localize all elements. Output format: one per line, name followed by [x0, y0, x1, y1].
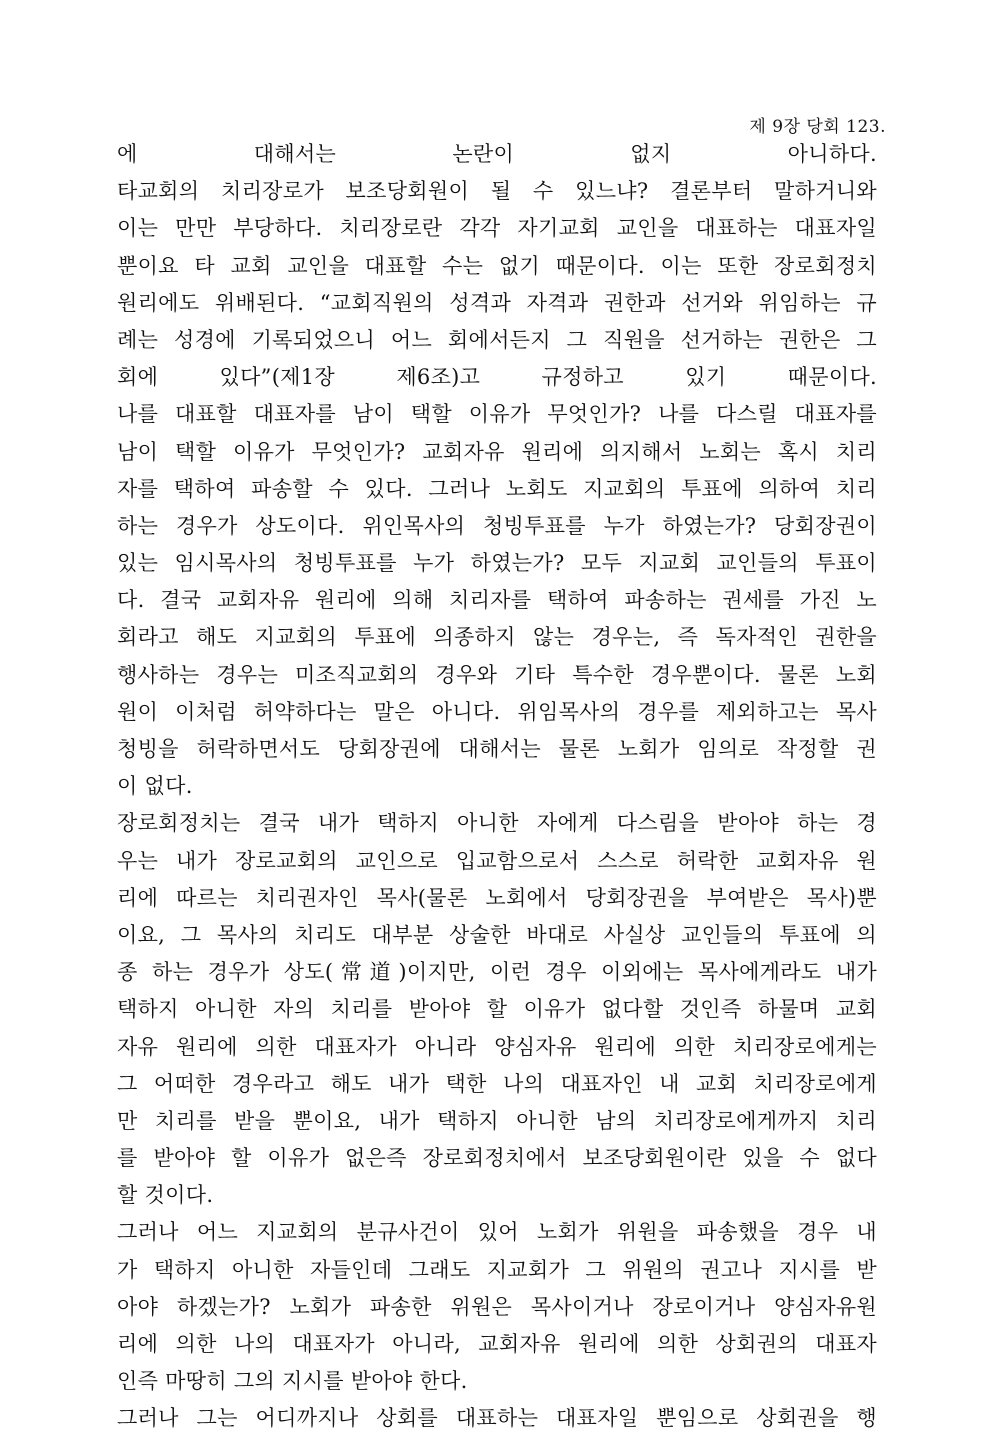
text-line: 이 없다. — [117, 774, 193, 799]
text-line: 자를 택하여 파송할 수 있다. 그러나 노회도 지교회의 투표에 의하여 치리 — [117, 476, 877, 501]
text-line: 자유 원리에 의한 대표자가 아니라 양심자유 원리에 의한 치리장로에게는 — [117, 1034, 877, 1059]
text-line: 할 것이다. — [117, 1183, 214, 1208]
text-line: 우는 내가 장로교회의 교인으로 입교함으로서 스스로 허락한 교회자유 원 — [117, 848, 877, 873]
text-line: 타교회의 치리장로가 보조당회원이 될 수 있느냐? 결론부터 말하거니와 — [117, 179, 877, 204]
text-line: 택하지 아니한 자의 치리를 받아야 할 이유가 없다할 것인즉 하물며 교회 — [117, 997, 877, 1022]
text-line: 종 하는 경우가 상도(常道)이지만, 이런 경우 이외에는 목사에게라도 내가 — [117, 960, 877, 985]
text-line: 남이 택할 이유가 무엇인가? 교회자유 원리에 의지해서 노회는 혹시 치리 — [117, 439, 877, 464]
text-line: 장로회정치는 결국 내가 택하지 아니한 자에게 다스림을 받아야 하는 경 — [117, 811, 877, 836]
text-line: 뿐이요 타 교회 교인을 대표할 수는 없기 때문이다. 이는 또한 장로회정치 — [117, 253, 877, 278]
text-line: 있는 임시목사의 청빙투표를 누가 하였는가? 모두 지교회 교인들의 투표이 — [117, 551, 877, 576]
text-line: 만 치리를 받을 뿐이요, 내가 택하지 아니한 남의 치리장로에게까지 치리 — [117, 1108, 877, 1133]
text-line: 그 어떠한 경우라고 해도 내가 택한 나의 대표자인 내 교회 치리장로에게 — [117, 1071, 877, 1096]
text-line: 아야 하겠는가? 노회가 파송한 위원은 목사이거나 장로이거나 양심자유원 — [117, 1294, 877, 1319]
text-line: 회에 있다”(제1장 제6조)고 규정하고 있기 때문이다. — [117, 365, 877, 390]
text-line: 이요, 그 목사의 치리도 대부분 상술한 바대로 사실상 교인들의 투표에 의 — [117, 922, 877, 947]
text-line: 원이 이처럼 허약하다는 말은 아니다. 위임목사의 경우를 제외하고는 목사 — [117, 699, 877, 724]
text-line: 그러나 어느 지교회의 분규사건이 있어 노회가 위원을 파송했을 경우 내 — [117, 1220, 877, 1245]
text-line: 원리에도 위배된다. “교회직원의 성격과 자격과 권한과 선거와 위임하는 규 — [117, 290, 877, 315]
text-line: 가 택하지 아니한 자들인데 그래도 지교회가 그 위원의 권고나 지시를 받 — [117, 1257, 877, 1282]
text-line: 를 받아야 할 이유가 없은즉 장로회정치에서 보조당회원이란 있을 수 없다 — [117, 1146, 877, 1171]
text-line: 례는 성경에 기록되었으니 어느 회에서든지 그 직원을 선거하는 권한은 그 — [117, 327, 877, 352]
page-header: 제 9장 당회 123. — [749, 117, 886, 137]
text-line: 나를 대표할 대표자를 남이 택할 이유가 무엇인가? 나를 다스릴 대표자를 — [117, 402, 877, 427]
text-line: 이는 만만 부당하다. 치리장로란 각각 자기교회 교인을 대표하는 대표자일 — [117, 216, 877, 241]
text-line: 하는 경우가 상도이다. 위인목사의 청빙투표를 누가 하였는가? 당회장권이 — [117, 513, 877, 538]
text-line: 리에 의한 나의 대표자가 아니라, 교회자유 원리에 의한 상회권의 대표자 — [117, 1332, 877, 1356]
body-text — [117, 136, 877, 1438]
text-line: 리에 따르는 치리권자인 목사(물론 노회에서 당회장권을 부여받은 목사)뿐 — [117, 885, 877, 910]
text-line: 에 대해서는 논란이 없지 아니하다. — [117, 142, 877, 166]
text-line: 청빙을 허락하면서도 당회장권에 대해서는 물론 노회가 임의로 작정할 권 — [117, 737, 877, 761]
text-line: 인즉 마땅히 그의 지시를 받아야 한다. — [117, 1369, 468, 1394]
text-line: 행사하는 경우는 미조직교회의 경우와 기타 특수한 경우뿐이다. 물론 노회 — [117, 662, 877, 687]
text-line: 다. 결국 교회자유 원리에 의해 치리자를 택하여 파송하는 권세를 가진 노 — [117, 588, 877, 613]
text-line: 회라고 해도 지교회의 투표에 의종하지 않는 경우는, 즉 독자적인 권한을 — [117, 625, 877, 650]
text-line: 그러나 그는 어디까지나 상회를 대표하는 대표자일 뿐임으로 상회권을 행 — [117, 1406, 877, 1431]
